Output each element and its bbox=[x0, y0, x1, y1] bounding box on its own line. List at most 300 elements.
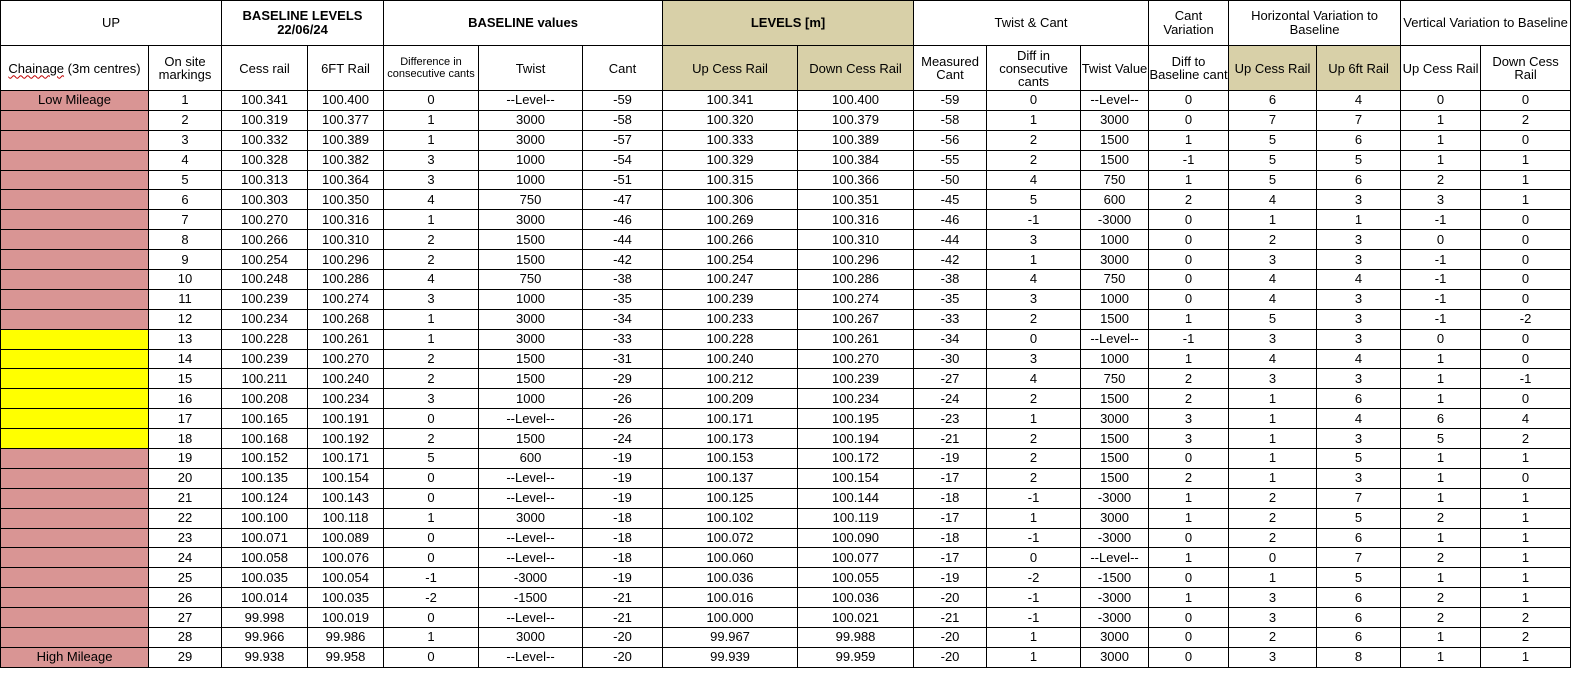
measured-cant-cell: -46 bbox=[914, 210, 987, 230]
measured-cant-cell: -34 bbox=[914, 329, 987, 349]
h-up-6ft-cell: 4 bbox=[1317, 91, 1401, 111]
twist-value-cell: -3000 bbox=[1081, 588, 1149, 608]
v-up-cess-cell: 0 bbox=[1401, 91, 1481, 111]
twist-value-cell: 1500 bbox=[1081, 150, 1149, 170]
sixft-rail-cell: 100.019 bbox=[308, 608, 384, 628]
diff-consecutive-cell: 2 bbox=[987, 389, 1081, 409]
table-row bbox=[1, 608, 1571, 628]
marking-cell: 16 bbox=[149, 389, 222, 409]
col-chainage-suffix: (3m centres) bbox=[64, 60, 141, 76]
sixft-rail-cell: 100.286 bbox=[308, 270, 384, 290]
group-up: UP bbox=[1, 1, 222, 46]
sixft-rail-cell: 100.316 bbox=[308, 210, 384, 230]
v-down-cess-cell: 1 bbox=[1481, 170, 1571, 190]
cess-rail-cell: 100.266 bbox=[222, 230, 308, 250]
measured-cant-cell: -17 bbox=[914, 548, 987, 568]
diff-cants-cell: 4 bbox=[384, 190, 479, 210]
chainage-cell bbox=[1, 309, 149, 329]
cant-cell: -20 bbox=[583, 647, 663, 667]
cant-cell: -44 bbox=[583, 230, 663, 250]
diff-cants-cell: 0 bbox=[384, 608, 479, 628]
diff-consecutive-cell: 0 bbox=[987, 91, 1081, 111]
diff-consecutive-cell: 4 bbox=[987, 369, 1081, 389]
h-up-cess-cell: 1 bbox=[1229, 468, 1317, 488]
measured-cant-cell: -55 bbox=[914, 150, 987, 170]
twist-value-cell: -3000 bbox=[1081, 488, 1149, 508]
twist-cell: 3000 bbox=[479, 110, 583, 130]
cess-rail-cell: 100.135 bbox=[222, 468, 308, 488]
cess-rail-cell: 100.303 bbox=[222, 190, 308, 210]
diff-consecutive-cell: -1 bbox=[987, 608, 1081, 628]
cess-rail-cell: 99.938 bbox=[222, 647, 308, 667]
down-cess-level-cell: 100.296 bbox=[798, 250, 914, 270]
down-cess-level-cell: 100.384 bbox=[798, 150, 914, 170]
v-up-cess-cell: 1 bbox=[1401, 369, 1481, 389]
v-up-cess-cell: -1 bbox=[1401, 250, 1481, 270]
twist-cell: --Level-- bbox=[479, 91, 583, 111]
marking-cell: 23 bbox=[149, 528, 222, 548]
twist-cell: 3000 bbox=[479, 130, 583, 150]
v-up-cess-cell: -1 bbox=[1401, 270, 1481, 290]
diff-baseline-cell: 0 bbox=[1149, 628, 1229, 648]
measured-cant-cell: -38 bbox=[914, 270, 987, 290]
diff-baseline-cell: 3 bbox=[1149, 429, 1229, 449]
twist-cell: 3000 bbox=[479, 329, 583, 349]
chainage-cell bbox=[1, 349, 149, 369]
col-twist-value: Twist Value bbox=[1081, 46, 1149, 91]
chainage-cell bbox=[1, 488, 149, 508]
down-cess-level-cell: 100.261 bbox=[798, 329, 914, 349]
twist-cell: 1500 bbox=[479, 250, 583, 270]
twist-cell: --Level-- bbox=[479, 528, 583, 548]
twist-value-cell: 1000 bbox=[1081, 289, 1149, 309]
cant-cell: -51 bbox=[583, 170, 663, 190]
cant-cell: -21 bbox=[583, 588, 663, 608]
group-cant-variation: Cant Variation bbox=[1149, 1, 1229, 46]
sixft-rail-cell: 100.377 bbox=[308, 110, 384, 130]
twist-value-cell: 1500 bbox=[1081, 309, 1149, 329]
v-up-cess-cell: 2 bbox=[1401, 548, 1481, 568]
diff-baseline-cell: 2 bbox=[1149, 389, 1229, 409]
v-down-cess-cell: 0 bbox=[1481, 289, 1571, 309]
cess-rail-cell: 99.966 bbox=[222, 628, 308, 648]
twist-value-cell: 750 bbox=[1081, 270, 1149, 290]
diff-baseline-cell: 1 bbox=[1149, 548, 1229, 568]
diff-baseline-cell: 1 bbox=[1149, 488, 1229, 508]
diff-baseline-cell: 0 bbox=[1149, 210, 1229, 230]
group-horizontal-variation: Horizontal Variation to Baseline bbox=[1229, 1, 1401, 46]
twist-cell: 1500 bbox=[479, 429, 583, 449]
sixft-rail-cell: 99.958 bbox=[308, 647, 384, 667]
down-cess-level-cell: 100.119 bbox=[798, 508, 914, 528]
col-measured-cant: Measured Cant bbox=[914, 46, 987, 91]
twist-cell: 750 bbox=[479, 270, 583, 290]
cant-cell: -19 bbox=[583, 449, 663, 469]
down-cess-level-cell: 100.286 bbox=[798, 270, 914, 290]
diff-baseline-cell: 3 bbox=[1149, 409, 1229, 429]
chainage-cell bbox=[1, 329, 149, 349]
chainage-cell bbox=[1, 130, 149, 150]
twist-value-cell: 1500 bbox=[1081, 468, 1149, 488]
h-up-6ft-cell: 4 bbox=[1317, 349, 1401, 369]
diff-baseline-cell: 1 bbox=[1149, 170, 1229, 190]
v-up-cess-cell: -1 bbox=[1401, 309, 1481, 329]
v-up-cess-cell: 1 bbox=[1401, 150, 1481, 170]
up-cess-level-cell: 100.240 bbox=[663, 349, 798, 369]
marking-cell: 22 bbox=[149, 508, 222, 528]
cant-cell: -38 bbox=[583, 270, 663, 290]
v-down-cess-cell: 1 bbox=[1481, 548, 1571, 568]
measured-cant-cell: -21 bbox=[914, 608, 987, 628]
chainage-cell bbox=[1, 230, 149, 250]
table-row bbox=[1, 329, 1571, 349]
table-row bbox=[1, 647, 1571, 667]
measured-cant-cell: -20 bbox=[914, 628, 987, 648]
up-cess-level-cell: 100.153 bbox=[663, 449, 798, 469]
v-up-cess-cell: 2 bbox=[1401, 588, 1481, 608]
v-down-cess-cell: 1 bbox=[1481, 488, 1571, 508]
chainage-cell bbox=[1, 289, 149, 309]
group-header-row bbox=[1, 1, 1571, 46]
diff-consecutive-cell: 2 bbox=[987, 309, 1081, 329]
measured-cant-cell: -18 bbox=[914, 488, 987, 508]
v-down-cess-cell: 2 bbox=[1481, 628, 1571, 648]
cess-rail-cell: 100.014 bbox=[222, 588, 308, 608]
table-row bbox=[1, 449, 1571, 469]
cant-cell: -29 bbox=[583, 369, 663, 389]
chainage-cell bbox=[1, 150, 149, 170]
h-up-cess-cell: 3 bbox=[1229, 329, 1317, 349]
cant-cell: -58 bbox=[583, 110, 663, 130]
marking-cell: 29 bbox=[149, 647, 222, 667]
v-up-cess-cell: 0 bbox=[1401, 329, 1481, 349]
table-row bbox=[1, 548, 1571, 568]
down-cess-level-cell: 100.036 bbox=[798, 588, 914, 608]
chainage-cell bbox=[1, 449, 149, 469]
chainage-cell bbox=[1, 110, 149, 130]
marking-cell: 1 bbox=[149, 91, 222, 111]
col-v-up-cess: Up Cess Rail bbox=[1401, 46, 1481, 91]
diff-consecutive-cell: 3 bbox=[987, 349, 1081, 369]
sixft-rail-cell: 100.389 bbox=[308, 130, 384, 150]
diff-baseline-cell: 0 bbox=[1149, 449, 1229, 469]
up-cess-level-cell: 100.341 bbox=[663, 91, 798, 111]
up-cess-level-cell: 100.173 bbox=[663, 429, 798, 449]
measured-cant-cell: -56 bbox=[914, 130, 987, 150]
h-up-6ft-cell: 5 bbox=[1317, 449, 1401, 469]
h-up-6ft-cell: 6 bbox=[1317, 170, 1401, 190]
marking-cell: 14 bbox=[149, 349, 222, 369]
twist-cell: 1500 bbox=[479, 230, 583, 250]
v-down-cess-cell: 0 bbox=[1481, 130, 1571, 150]
measured-cant-cell: -35 bbox=[914, 289, 987, 309]
v-up-cess-cell: 3 bbox=[1401, 190, 1481, 210]
diff-baseline-cell: 1 bbox=[1149, 130, 1229, 150]
up-cess-level-cell: 100.233 bbox=[663, 309, 798, 329]
twist-cell: 1000 bbox=[479, 150, 583, 170]
up-cess-level-cell: 100.209 bbox=[663, 389, 798, 409]
up-cess-level-cell: 100.266 bbox=[663, 230, 798, 250]
chainage-cell bbox=[1, 409, 149, 429]
v-up-cess-cell: 1 bbox=[1401, 647, 1481, 667]
down-cess-level-cell: 100.310 bbox=[798, 230, 914, 250]
up-cess-level-cell: 100.239 bbox=[663, 289, 798, 309]
h-up-6ft-cell: 6 bbox=[1317, 608, 1401, 628]
v-up-cess-cell: 2 bbox=[1401, 508, 1481, 528]
diff-baseline-cell: 0 bbox=[1149, 568, 1229, 588]
diff-cants-cell: 1 bbox=[384, 130, 479, 150]
marking-cell: 5 bbox=[149, 170, 222, 190]
v-up-cess-cell: -1 bbox=[1401, 210, 1481, 230]
marking-cell: 9 bbox=[149, 250, 222, 270]
table-row bbox=[1, 588, 1571, 608]
cant-cell: -20 bbox=[583, 628, 663, 648]
twist-cell: 1000 bbox=[479, 289, 583, 309]
diff-cants-cell: 0 bbox=[384, 488, 479, 508]
twist-cell: --Level-- bbox=[479, 409, 583, 429]
twist-value-cell: 1500 bbox=[1081, 449, 1149, 469]
h-up-cess-cell: 4 bbox=[1229, 270, 1317, 290]
twist-cell: 1500 bbox=[479, 349, 583, 369]
down-cess-level-cell: 100.021 bbox=[798, 608, 914, 628]
table-row bbox=[1, 568, 1571, 588]
twist-cell: 3000 bbox=[479, 210, 583, 230]
marking-cell: 28 bbox=[149, 628, 222, 648]
sixft-rail-cell: 100.154 bbox=[308, 468, 384, 488]
diff-consecutive-cell: 1 bbox=[987, 508, 1081, 528]
cant-cell: -59 bbox=[583, 91, 663, 111]
diff-cants-cell: 4 bbox=[384, 270, 479, 290]
h-up-6ft-cell: 7 bbox=[1317, 488, 1401, 508]
diff-consecutive-cell: -1 bbox=[987, 528, 1081, 548]
col-diff-cants: Difference in consecutive cants bbox=[384, 46, 479, 91]
cess-rail-cell: 100.239 bbox=[222, 289, 308, 309]
h-up-6ft-cell: 3 bbox=[1317, 250, 1401, 270]
col-h-up-cess: Up Cess Rail bbox=[1229, 46, 1317, 91]
cess-rail-cell: 99.998 bbox=[222, 608, 308, 628]
down-cess-level-cell: 99.988 bbox=[798, 628, 914, 648]
down-cess-level-cell: 100.366 bbox=[798, 170, 914, 190]
v-up-cess-cell: -1 bbox=[1401, 289, 1481, 309]
chainage-cell bbox=[1, 190, 149, 210]
cess-rail-cell: 100.234 bbox=[222, 309, 308, 329]
twist-value-cell: 750 bbox=[1081, 170, 1149, 190]
twist-cell: 3000 bbox=[479, 309, 583, 329]
v-up-cess-cell: 1 bbox=[1401, 628, 1481, 648]
table-row bbox=[1, 488, 1571, 508]
table-row bbox=[1, 270, 1571, 290]
h-up-6ft-cell: 3 bbox=[1317, 309, 1401, 329]
col-cant: Cant bbox=[583, 46, 663, 91]
chainage-cell bbox=[1, 548, 149, 568]
measured-cant-cell: -33 bbox=[914, 309, 987, 329]
diff-baseline-cell: 2 bbox=[1149, 468, 1229, 488]
h-up-6ft-cell: 1 bbox=[1317, 210, 1401, 230]
chainage-cell bbox=[1, 588, 149, 608]
twist-cell: --Level-- bbox=[479, 647, 583, 667]
col-diff-consecutive: Diff in consecutive cants bbox=[987, 46, 1081, 91]
diff-cants-cell: 0 bbox=[384, 91, 479, 111]
marking-cell: 8 bbox=[149, 230, 222, 250]
cess-rail-cell: 100.035 bbox=[222, 568, 308, 588]
h-up-6ft-cell: 3 bbox=[1317, 329, 1401, 349]
down-cess-level-cell: 100.351 bbox=[798, 190, 914, 210]
marking-cell: 18 bbox=[149, 429, 222, 449]
measured-cant-cell: -17 bbox=[914, 468, 987, 488]
cant-cell: -18 bbox=[583, 508, 663, 528]
cess-rail-cell: 100.071 bbox=[222, 528, 308, 548]
h-up-cess-cell: 5 bbox=[1229, 170, 1317, 190]
twist-value-cell: -3000 bbox=[1081, 210, 1149, 230]
diff-baseline-cell: 0 bbox=[1149, 91, 1229, 111]
sixft-rail-cell: 100.089 bbox=[308, 528, 384, 548]
diff-consecutive-cell: 1 bbox=[987, 647, 1081, 667]
diff-baseline-cell: 0 bbox=[1149, 250, 1229, 270]
cant-cell: -47 bbox=[583, 190, 663, 210]
v-down-cess-cell: 0 bbox=[1481, 91, 1571, 111]
h-up-cess-cell: 7 bbox=[1229, 110, 1317, 130]
up-cess-level-cell: 100.320 bbox=[663, 110, 798, 130]
up-cess-level-cell: 100.212 bbox=[663, 369, 798, 389]
diff-consecutive-cell: 1 bbox=[987, 409, 1081, 429]
sixft-rail-cell: 100.296 bbox=[308, 250, 384, 270]
cess-rail-cell: 100.211 bbox=[222, 369, 308, 389]
diff-consecutive-cell: 4 bbox=[987, 270, 1081, 290]
up-cess-level-cell: 100.125 bbox=[663, 488, 798, 508]
diff-cants-cell: 3 bbox=[384, 150, 479, 170]
col-down-cess-rail: Down Cess Rail bbox=[798, 46, 914, 91]
v-down-cess-cell: 0 bbox=[1481, 230, 1571, 250]
table-row bbox=[1, 389, 1571, 409]
up-cess-level-cell: 100.137 bbox=[663, 468, 798, 488]
cess-rail-cell: 100.248 bbox=[222, 270, 308, 290]
sixft-rail-cell: 100.240 bbox=[308, 369, 384, 389]
h-up-cess-cell: 1 bbox=[1229, 389, 1317, 409]
v-up-cess-cell: 1 bbox=[1401, 130, 1481, 150]
h-up-cess-cell: 2 bbox=[1229, 230, 1317, 250]
down-cess-level-cell: 100.267 bbox=[798, 309, 914, 329]
marking-cell: 21 bbox=[149, 488, 222, 508]
table-row bbox=[1, 468, 1571, 488]
diff-cants-cell: 1 bbox=[384, 309, 479, 329]
v-down-cess-cell: 1 bbox=[1481, 528, 1571, 548]
chainage-cell: Low Mileage bbox=[1, 91, 149, 111]
twist-value-cell: -3000 bbox=[1081, 608, 1149, 628]
marking-cell: 15 bbox=[149, 369, 222, 389]
twist-value-cell: 3000 bbox=[1081, 409, 1149, 429]
up-cess-level-cell: 100.000 bbox=[663, 608, 798, 628]
sixft-rail-cell: 100.035 bbox=[308, 588, 384, 608]
v-down-cess-cell: 2 bbox=[1481, 110, 1571, 130]
twist-value-cell: 3000 bbox=[1081, 110, 1149, 130]
cess-rail-cell: 100.165 bbox=[222, 409, 308, 429]
twist-value-cell: 3000 bbox=[1081, 647, 1149, 667]
measured-cant-cell: -50 bbox=[914, 170, 987, 190]
cess-rail-cell: 100.270 bbox=[222, 210, 308, 230]
h-up-cess-cell: 2 bbox=[1229, 628, 1317, 648]
marking-cell: 10 bbox=[149, 270, 222, 290]
diff-consecutive-cell: -1 bbox=[987, 210, 1081, 230]
cess-rail-cell: 100.124 bbox=[222, 488, 308, 508]
up-cess-level-cell: 99.967 bbox=[663, 628, 798, 648]
diff-cants-cell: 0 bbox=[384, 409, 479, 429]
twist-value-cell: --Level-- bbox=[1081, 548, 1149, 568]
diff-baseline-cell: 1 bbox=[1149, 588, 1229, 608]
chainage-cell bbox=[1, 250, 149, 270]
diff-cants-cell: 2 bbox=[384, 349, 479, 369]
v-down-cess-cell: -2 bbox=[1481, 309, 1571, 329]
up-cess-level-cell: 100.102 bbox=[663, 508, 798, 528]
marking-cell: 3 bbox=[149, 130, 222, 150]
chainage-cell bbox=[1, 429, 149, 449]
cant-cell: -19 bbox=[583, 468, 663, 488]
marking-cell: 25 bbox=[149, 568, 222, 588]
twist-value-cell: -3000 bbox=[1081, 528, 1149, 548]
h-up-6ft-cell: 3 bbox=[1317, 230, 1401, 250]
up-cess-level-cell: 100.036 bbox=[663, 568, 798, 588]
diff-cants-cell: 1 bbox=[384, 508, 479, 528]
v-down-cess-cell: 0 bbox=[1481, 349, 1571, 369]
diff-cants-cell: 3 bbox=[384, 170, 479, 190]
diff-baseline-cell: 1 bbox=[1149, 349, 1229, 369]
diff-consecutive-cell: 2 bbox=[987, 150, 1081, 170]
v-up-cess-cell: 0 bbox=[1401, 230, 1481, 250]
h-up-cess-cell: 4 bbox=[1229, 190, 1317, 210]
chainage-cell bbox=[1, 389, 149, 409]
diff-cants-cell: 3 bbox=[384, 289, 479, 309]
diff-cants-cell: 1 bbox=[384, 110, 479, 130]
v-down-cess-cell: -1 bbox=[1481, 369, 1571, 389]
marking-cell: 11 bbox=[149, 289, 222, 309]
cant-cell: -54 bbox=[583, 150, 663, 170]
table-row bbox=[1, 429, 1571, 449]
up-cess-level-cell: 100.016 bbox=[663, 588, 798, 608]
down-cess-level-cell: 100.274 bbox=[798, 289, 914, 309]
h-up-cess-cell: 2 bbox=[1229, 528, 1317, 548]
diff-consecutive-cell: 3 bbox=[987, 230, 1081, 250]
cant-cell: -33 bbox=[583, 329, 663, 349]
cant-cell: -46 bbox=[583, 210, 663, 230]
v-up-cess-cell: 2 bbox=[1401, 170, 1481, 190]
marking-cell: 7 bbox=[149, 210, 222, 230]
h-up-cess-cell: 3 bbox=[1229, 250, 1317, 270]
v-up-cess-cell: 1 bbox=[1401, 449, 1481, 469]
diff-baseline-cell: 2 bbox=[1149, 369, 1229, 389]
column-header-row bbox=[1, 46, 1571, 91]
h-up-cess-cell: 2 bbox=[1229, 488, 1317, 508]
chainage-cell bbox=[1, 170, 149, 190]
marking-cell: 13 bbox=[149, 329, 222, 349]
table-row bbox=[1, 190, 1571, 210]
twist-cell: -3000 bbox=[479, 568, 583, 588]
measured-cant-cell: -20 bbox=[914, 588, 987, 608]
h-up-6ft-cell: 6 bbox=[1317, 130, 1401, 150]
twist-cell: --Level-- bbox=[479, 468, 583, 488]
down-cess-level-cell: 100.316 bbox=[798, 210, 914, 230]
v-up-cess-cell: 1 bbox=[1401, 110, 1481, 130]
table-row bbox=[1, 170, 1571, 190]
group-baseline-values: BASELINE values bbox=[384, 1, 663, 46]
chainage-cell bbox=[1, 608, 149, 628]
twist-value-cell: 1000 bbox=[1081, 230, 1149, 250]
down-cess-level-cell: 100.400 bbox=[798, 91, 914, 111]
cant-cell: -26 bbox=[583, 409, 663, 429]
sixft-rail-cell: 99.986 bbox=[308, 628, 384, 648]
down-cess-level-cell: 100.172 bbox=[798, 449, 914, 469]
v-down-cess-cell: 1 bbox=[1481, 508, 1571, 528]
table-row bbox=[1, 150, 1571, 170]
marking-cell: 6 bbox=[149, 190, 222, 210]
